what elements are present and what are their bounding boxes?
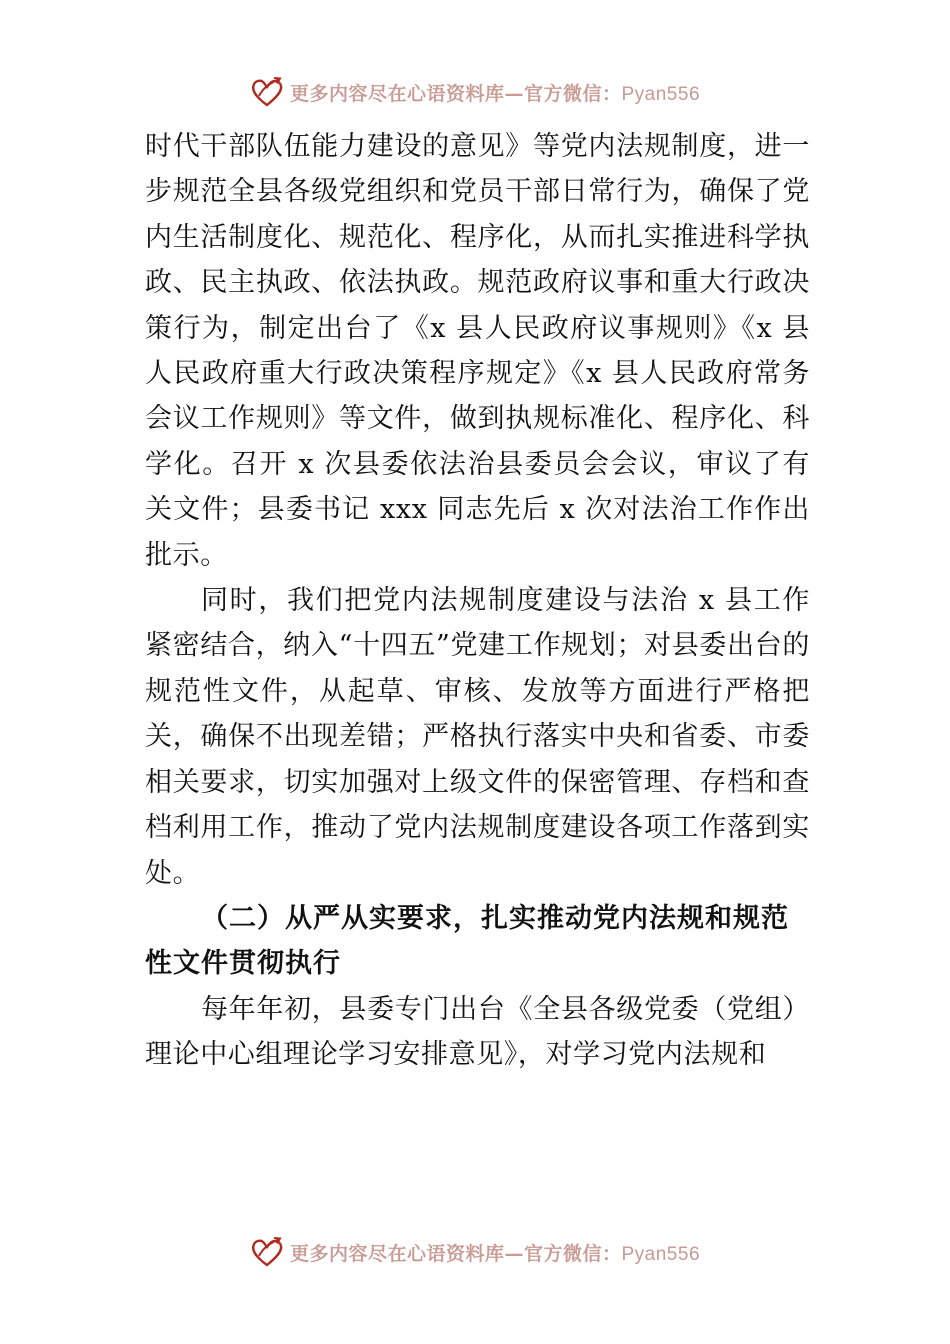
banner-text: 更多内容尽在心语资料库—官方微信：Pyan556 (289, 1242, 701, 1265)
wechat-id: Pyan556 (621, 1243, 701, 1265)
wechat-id: Pyan556 (621, 83, 701, 105)
document-body (145, 124, 810, 1078)
heart-logo-icon (250, 75, 284, 109)
paragraph: 时代干部队伍能力建设的意见》等党内法规制度，进一步规范全县各级党组织和党员干部日常行为，确保了党内生活制度化、规范化、程序化，从而扎实推进科学执政、民主执政、依法执政。规范政府议事和重大行政决策行为，制定出台了《x 县人民政府议事规则》《x 县人民政府重大行政决策程序规定》《x 县人民政府常务会议工作规则》等文件，做到执规标准化、程序化、科学化。召开 x 次县委依法治县委员会会议，审议了有关文件；县委书记 xxx 同志先后 x 次对法治工作作出批示。 (145, 131, 810, 571)
section-heading: （二）从严从实要求，扎实推动党内法规和规范性文件贯彻执行 (145, 902, 789, 980)
banner-text: 更多内容尽在心语资料库—官方微信：Pyan556 (289, 82, 701, 105)
paragraph: 同时，我们把党内法规制度建设与法治 x 县工作紧密结合，纳入“十四五”党建工作规划；对县委出台的规范性文件，从起草、审核、发放等方面进行严格把关，确保不出现差错；严格执行落实中央和省委、市委相关要求，切实加强对上级文件的保密管理、存档和查档利用工作，推动了党内法规制度建设各项工作落到实处。 (145, 585, 810, 889)
heart-logo-icon (250, 1235, 284, 1269)
footer-banner (0, 1232, 950, 1272)
paragraph: 每年年初，县委专门出台《全县各级党委（党组）理论中心组理论学习安排意见》，对学习党内法规和 (145, 993, 810, 1071)
header-banner (0, 72, 950, 112)
